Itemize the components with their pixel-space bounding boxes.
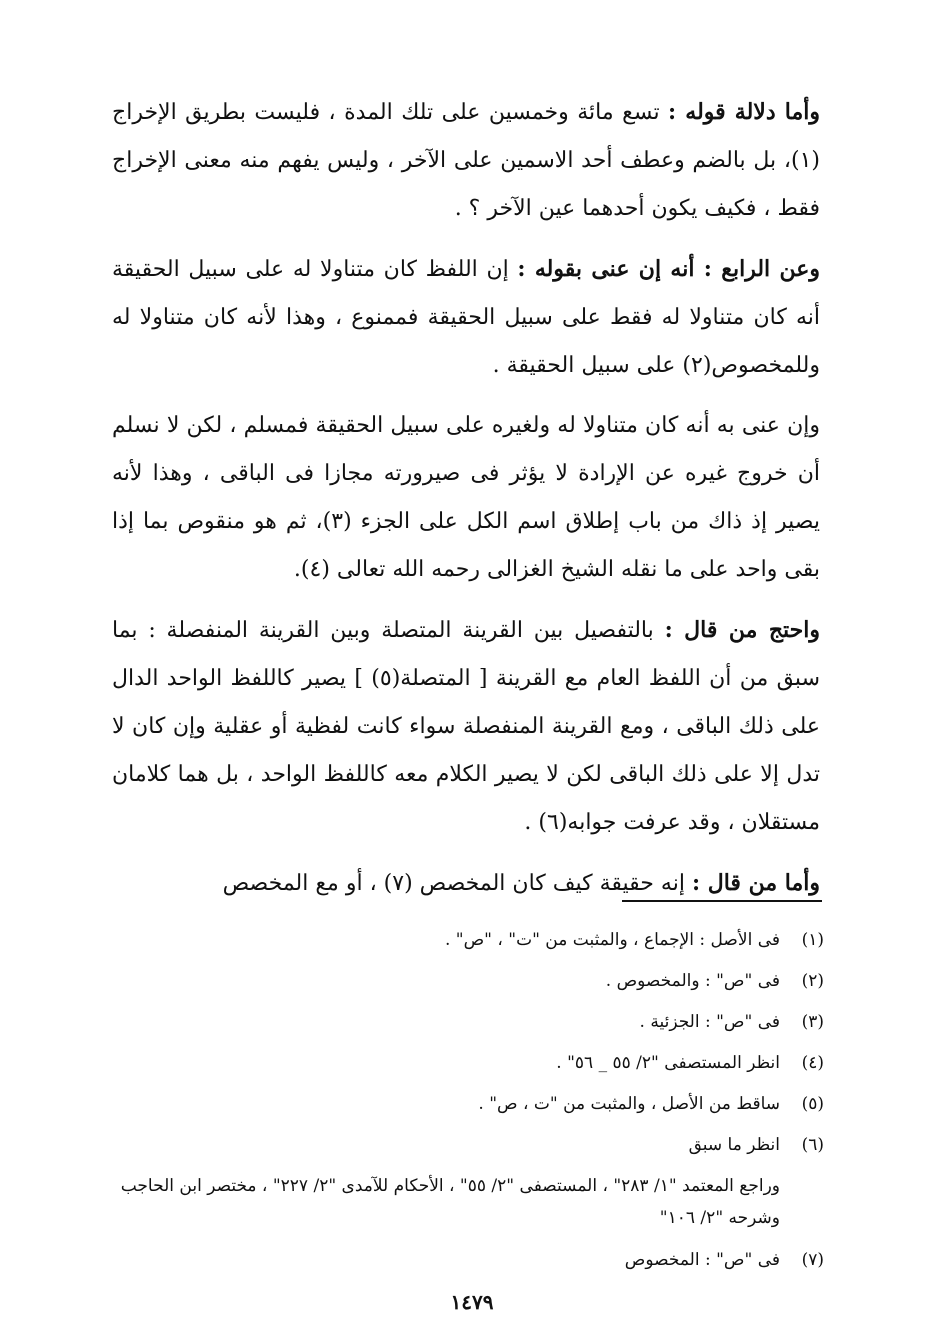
- paragraph-text: تسع مائة وخمسين على تلك المدة ، فليست بطريق الإخراج (١)، بل بالضم وعطف أحد الاسمين على الآخر ، وليس يفهم منه معنى الإخراج فقط ، فكيف يكون أحدهما عين الآخر ؟ .: [112, 100, 820, 221]
- footnote-7: [112, 1240, 824, 1281]
- paragraph-text: بالتفصيل بين القرينة المتصلة وبين القرينة المنفصلة : بما سبق من أن اللفظ العام مع القرينة [ المتصلة(٥) ] يصير كاللفظ الواحد الدال على ذلك الباقى ، ومع القرينة المنفصلة سواء كانت لفظية أو عقلية وإن كان لا تدل إلا على ذلك الباقى لكن لا يصير الكلام معه كاللفظ الواحد ، بل هما كلامان مستقلان ، وقد عرفت جوابه(٦) .: [112, 618, 821, 835]
- footnote-2: [112, 961, 824, 1002]
- paragraph-text: إن اللفظ كان متناولا له على سبيل الحقيقة أنه كان متناولا له فقط على سبيل الحقيقة فممنوع ، وهذا لأنه كان متناولا له وللمخصوص(٢) على سبيل الحقيقة .: [112, 257, 820, 378]
- footnote-number: (٥): [801, 1094, 824, 1114]
- footnote-6-continuation: وراجع المعتمد "١/ ٢٨٣" ، المستصفى "٢/ ٥٥" ، الأحكام للآمدى "٢/ ٢٢٧" ، مختصر ابن الحاجب وشرحه "٢/ ١٠٦": [120, 1176, 780, 1228]
- paragraph-lead: وأما من قال :: [691, 870, 820, 896]
- footnote-number: (١): [801, 930, 824, 950]
- footnote-number: (٤): [801, 1053, 824, 1073]
- paragraph-2: [112, 245, 820, 390]
- main-text: [112, 88, 820, 920]
- footnote-4: [112, 1043, 824, 1084]
- paragraph-text: إنه حقيقة كيف كان المخصص (٧) ، أو مع المخصص: [222, 871, 692, 896]
- page-number: ١٤٧٩: [450, 1290, 494, 1314]
- footnote-5: [112, 1084, 824, 1125]
- footnote-number: (٦): [801, 1135, 824, 1155]
- footnote-1: [112, 920, 824, 961]
- footnote-3: [112, 1002, 824, 1043]
- footnote-text: فى "ص" : الجزئية .: [639, 1012, 780, 1032]
- footnote-number: (٧): [801, 1250, 824, 1270]
- paragraph-lead: واحتج من قال :: [664, 617, 820, 643]
- footnotes: [112, 920, 824, 1281]
- footnote-text: فى الأصل : الإجماع ، والمثبت من "ت" ، "ص" .: [444, 930, 780, 950]
- paragraph-4: [112, 606, 820, 847]
- paragraph-lead: وعن الرابع : أنه إن عنى بقوله :: [517, 256, 820, 282]
- footnote-6: [112, 1125, 824, 1166]
- footnote-divider: [622, 900, 822, 902]
- paragraph-lead: وأما دلالة قوله :: [668, 99, 821, 125]
- footnote-text: انظر ما سبق: [688, 1135, 780, 1155]
- footnote-number: (٣): [801, 1012, 824, 1032]
- footnote-number: (٢): [801, 971, 824, 991]
- footnote-text: ساقط من الأصل ، والمثبت من "ت ، ص" .: [478, 1094, 780, 1114]
- paragraph-3: [112, 402, 820, 594]
- footnote-text: انظر المستصفى "٢/ ٥٥ _ ٥٦" .: [556, 1053, 780, 1073]
- paragraph-1: [112, 88, 820, 233]
- paragraph-text: وإن عنى به أنه كان متناولا له ولغيره على سبيل الحقيقة فمسلم ، لكن لا نسلم أن خروج غيره عن الإرادة لا يؤثر فى صيرورته مجازا فى الباقى ، وهذا لأنه يصير إذ ذاك من باب إطلاق اسم الكل على الجزء (٣)، ثم هو منقوص بما إذا بقى واحد على ما نقله الشيخ الغزالى رحمه الله تعالى (٤).: [112, 413, 820, 582]
- footnote-text: فى "ص" : المخصوص: [624, 1250, 780, 1270]
- footnote-text: فى "ص" : والمخصوص .: [605, 971, 780, 991]
